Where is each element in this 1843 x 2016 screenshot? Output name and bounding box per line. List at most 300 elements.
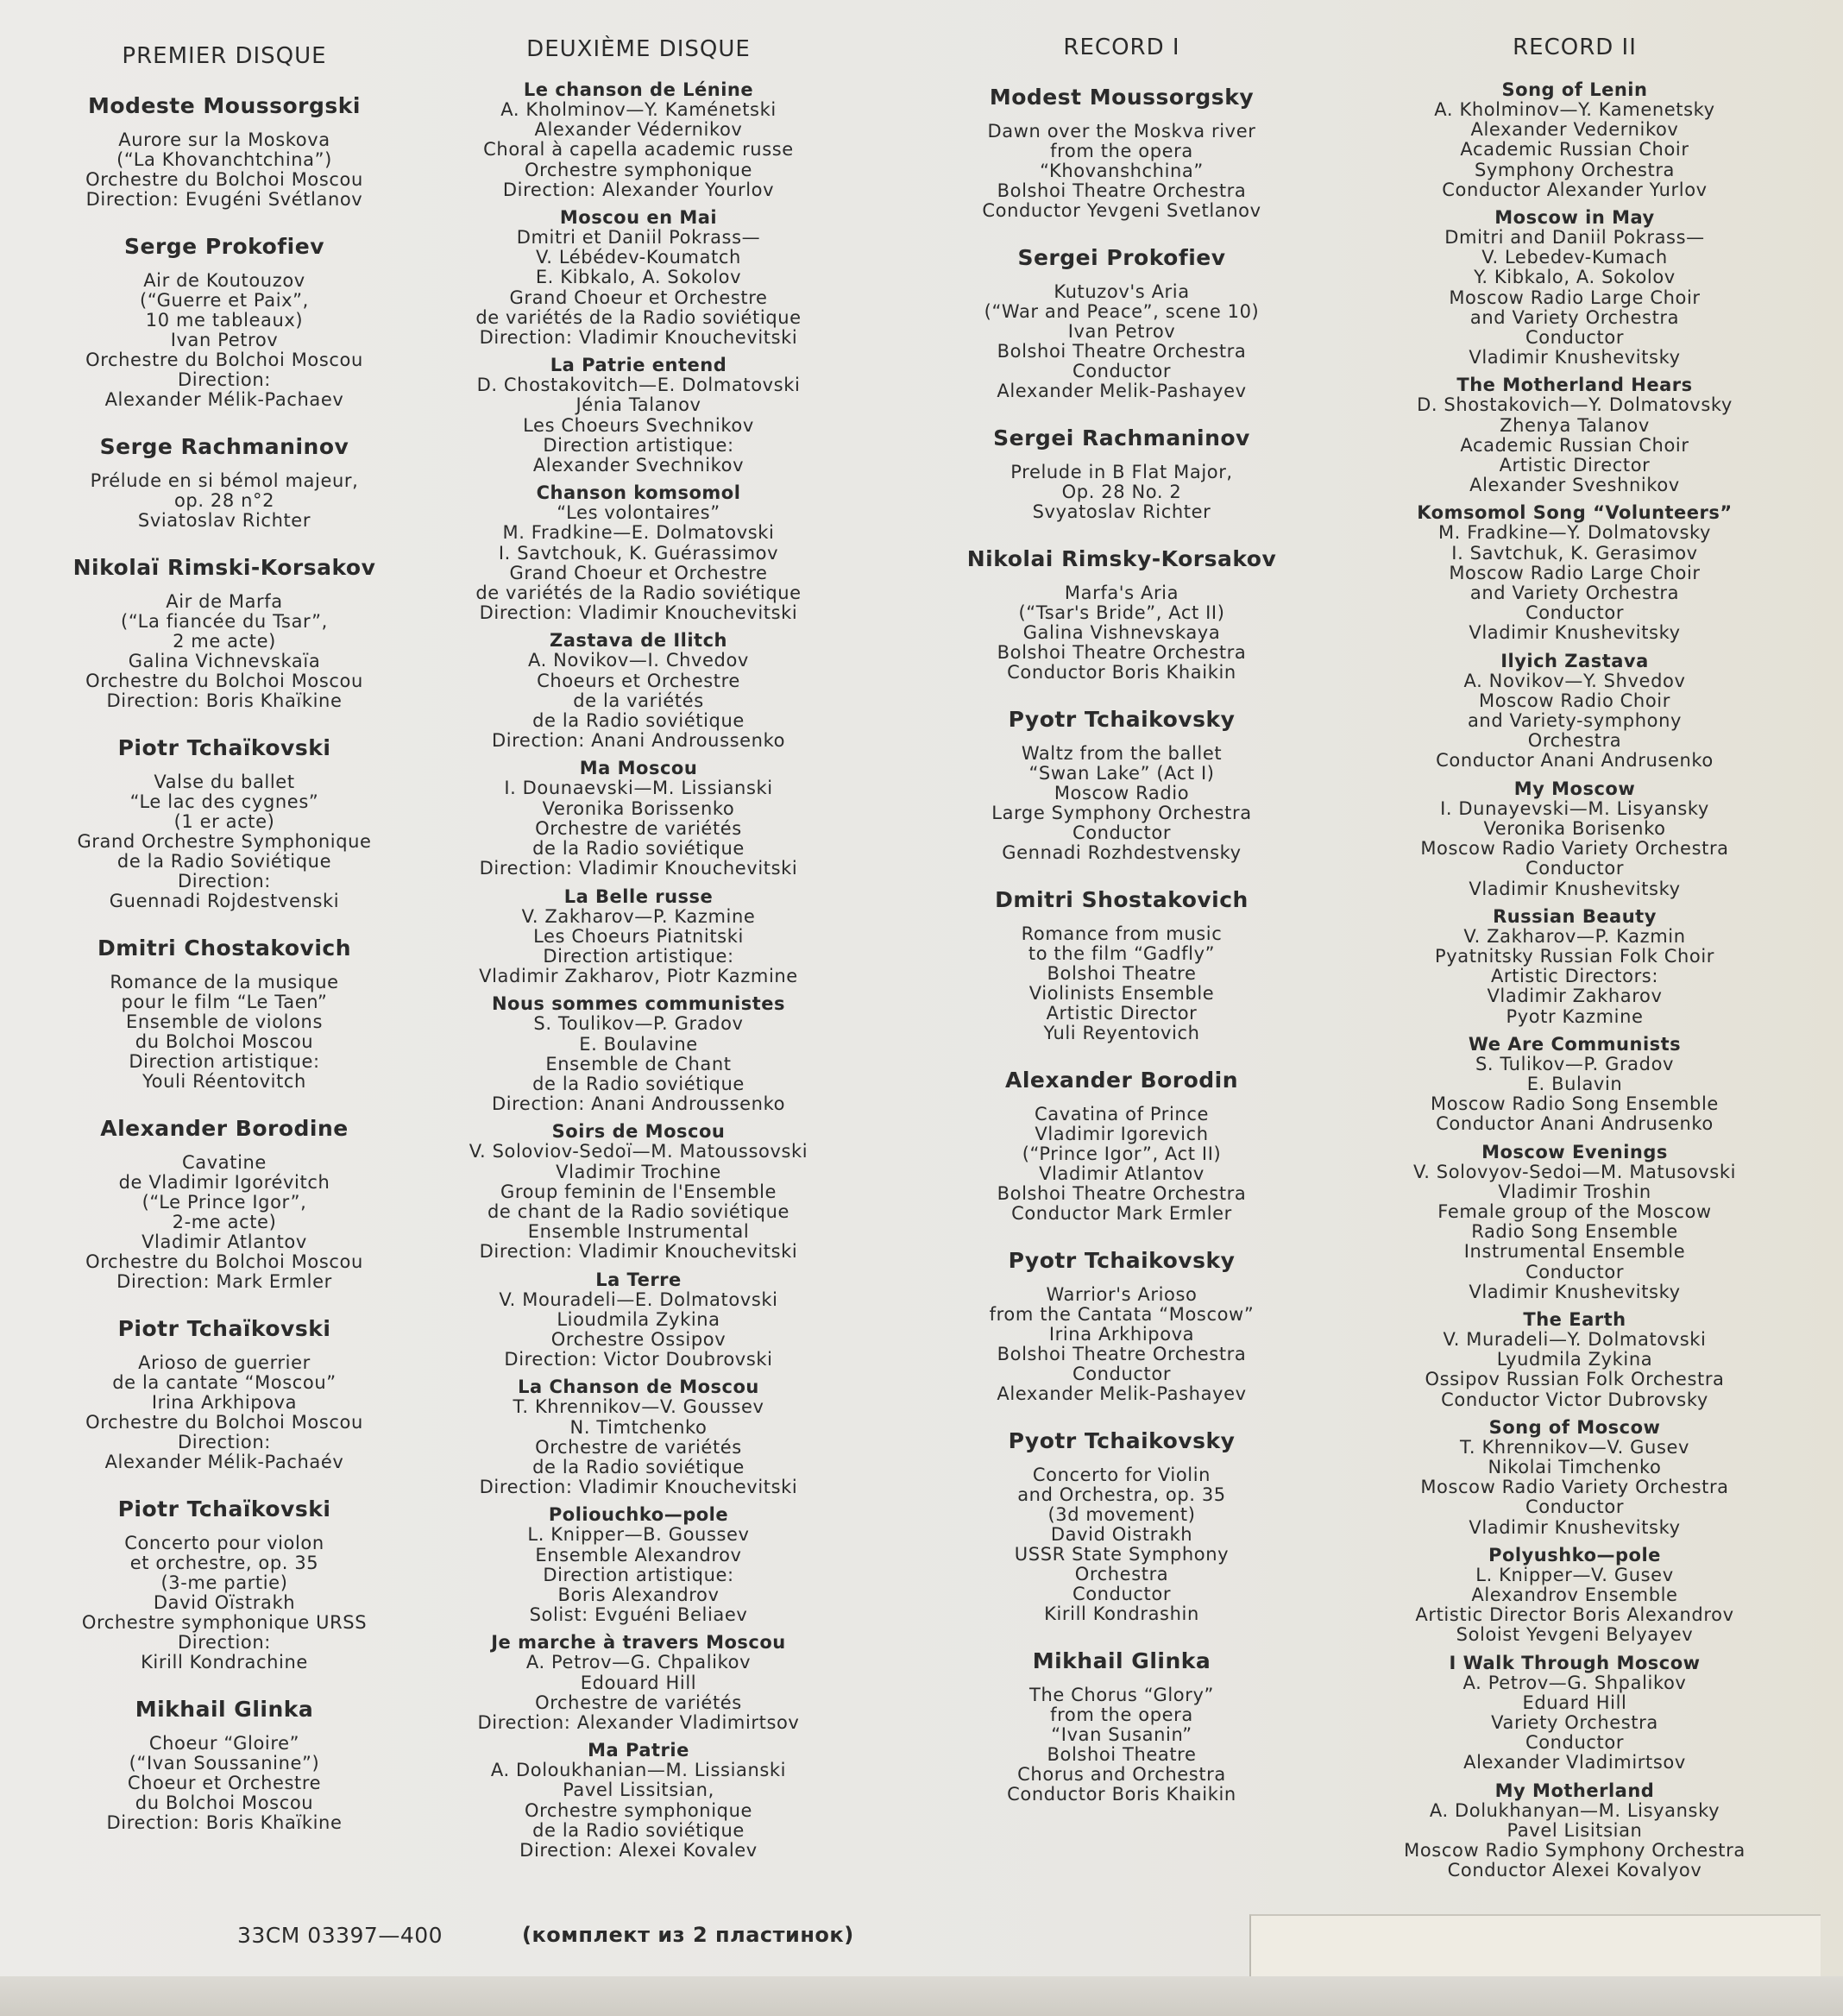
detail-line: Moscow Radio Large Choir: [1449, 287, 1701, 308]
detail-line: Moscow Radio Variety Orchestra: [1420, 1477, 1729, 1498]
detail-line: T. Khrennikov—V. Goussev: [513, 1396, 764, 1418]
work-details: [953, 463, 1290, 522]
track-title: Soirs de Moscou: [551, 1121, 726, 1143]
detail-line: Direction: Victor Doubrovski: [504, 1349, 773, 1370]
detail-line: (“La Khovanchtchina”): [116, 149, 332, 170]
work-details: [47, 1734, 401, 1833]
track-details: [453, 1142, 824, 1262]
detail-line: Direction artistique:: [543, 434, 734, 456]
detail-line: Concerto for Violin: [1032, 1465, 1211, 1485]
track-title: La Patrie entend: [550, 355, 727, 376]
detail-line: V. Mouradeli—E. Dolmatovski: [499, 1288, 778, 1310]
detail-line: Soloist Yevgeni Belyayev: [1456, 1624, 1694, 1646]
detail-line: to the film “Gadfly”: [1028, 943, 1216, 964]
detail-line: Alexander Védernikov: [534, 119, 743, 141]
track-title: Song of Moscow: [1488, 1416, 1661, 1438]
detail-line: de la variétés: [573, 690, 704, 711]
detail-line: Cavatine: [182, 1152, 267, 1173]
detail-line: Conductor Victor Dubrovsky: [1441, 1389, 1708, 1410]
detail-line: Eduard Hill: [1522, 1692, 1627, 1713]
composer-name: Piotr Tchaïkovski: [117, 735, 331, 760]
detail-line: Choral à capella academic russe: [483, 139, 794, 161]
detail-line: A. Kholminov—Y. Kaménetski: [500, 99, 777, 120]
track-title: Moscow in May: [1494, 207, 1655, 229]
detail-line: Galina Vishnevskaya: [1022, 622, 1221, 643]
detail-line: 2-me acte): [172, 1212, 277, 1232]
detail-line: Direction artistique:: [129, 1051, 320, 1072]
detail-line: Edouard Hill: [580, 1672, 697, 1693]
detail-line: Conductor Alexander Yurlov: [1442, 179, 1708, 200]
detail-line: Vladimir Atlantov: [1039, 1163, 1205, 1184]
track-title: Ma Patrie: [588, 1740, 689, 1761]
detail-line: Ivan Petrov: [1067, 321, 1176, 342]
detail-line: (“Prince Igor”, Act II): [1022, 1143, 1222, 1164]
detail-line: Moscow Radio: [1054, 783, 1190, 803]
detail-line: Bolshoi Theatre Orchestra: [997, 1344, 1247, 1364]
detail-line: (“La fiancée du Tsar”,: [121, 611, 328, 632]
track-details: [1350, 228, 1799, 368]
detail-line: Pavel Lisitsian: [1506, 1819, 1643, 1841]
detail-line: Vladimir Knushevitsky: [1469, 1516, 1681, 1538]
detail-line: D. Shostakovich—Y. Dolmatovsky: [1417, 394, 1733, 416]
detail-line: Conductor Anani Andrusenko: [1436, 750, 1714, 772]
detail-line: Irina Arkhipova: [151, 1392, 298, 1413]
detail-line: Conductor: [1525, 1732, 1625, 1754]
detail-line: Kirill Kondrashin: [1044, 1603, 1199, 1624]
detail-line: Chorus and Orchestra: [1017, 1764, 1226, 1785]
detail-line: (“Ivan Soussanine”): [129, 1753, 320, 1773]
track-title: Chanson komsomol: [536, 482, 741, 504]
detail-line: Romance from music: [1021, 923, 1223, 944]
detail-line: Direction: Alexander Yourlov: [502, 179, 775, 200]
track-details: [1350, 1566, 1799, 1646]
work-details: [953, 1285, 1290, 1404]
track-title: La Chanson de Moscou: [518, 1377, 759, 1398]
detail-line: Kirill Kondrachine: [141, 1652, 308, 1673]
detail-line: Artistic Director Boris Alexandrov: [1415, 1604, 1734, 1626]
track-details: [453, 228, 824, 348]
detail-line: Alexander Mélik-Pachaév: [104, 1452, 344, 1472]
detail-line: Direction:: [178, 1432, 271, 1452]
work-details: [953, 1105, 1290, 1224]
detail-line: de variétés de la Radio soviétique: [475, 306, 802, 328]
detail-line: Guennadi Rojdestvenski: [109, 891, 340, 911]
detail-line: Arioso de guerrier: [138, 1352, 311, 1373]
track-details: [1350, 1801, 1799, 1881]
detail-line: du Bolchoi Moscou: [135, 1792, 314, 1813]
track-details: [453, 1014, 824, 1114]
track-title: My Motherland: [1494, 1780, 1655, 1801]
detail-line: Direction artistique:: [543, 945, 734, 967]
composer-name: Alexander Borodine: [100, 1116, 349, 1141]
track-details: [1350, 395, 1799, 495]
composer-name: Nikolai Rimsky-Korsakov: [966, 546, 1277, 571]
detail-line: V. Soloviov-Sedoï—M. Matoussovski: [469, 1141, 808, 1162]
detail-line: USSR State Symphony: [1014, 1544, 1230, 1565]
detail-line: (“Guerre et Paix”,: [140, 290, 309, 311]
detail-line: Direction:: [178, 1632, 271, 1653]
column-record-2: [1350, 35, 1799, 1881]
detail-line: Choeurs et Orchestre: [537, 670, 740, 691]
detail-line: de la Radio soviétique: [532, 1819, 745, 1841]
column-premier-disque: [47, 35, 401, 1833]
detail-line: E. Boulavine: [579, 1033, 698, 1055]
detail-line: de la Radio soviétique: [532, 1073, 745, 1094]
detail-line: Nikolai Timchenko: [1488, 1456, 1662, 1477]
detail-line: Orchestre de variétés: [535, 1436, 742, 1458]
work-details: [953, 122, 1290, 221]
detail-line: Vladimir Knushevitsky: [1469, 347, 1681, 369]
track-details: [453, 100, 824, 200]
detail-line: “Ivan Susanin”: [1051, 1724, 1192, 1745]
catalog-number: 33СМ 03397—400: [237, 1923, 443, 1948]
detail-line: Gennadi Rozhdestvensky: [1002, 842, 1242, 863]
track-title: Song of Lenin: [1501, 79, 1648, 100]
detail-line: and Variety Orchestra: [1469, 583, 1680, 604]
detail-line: I. Savtchouk, K. Guérassimov: [498, 542, 779, 564]
track-details: [453, 778, 824, 879]
detail-line: Svyatoslav Richter: [1032, 501, 1211, 522]
detail-line: Lyudmila Zykina: [1496, 1349, 1653, 1370]
detail-line: Moscow Radio Choir: [1479, 690, 1670, 711]
detail-line: Alexandrov Ensemble: [1471, 1584, 1678, 1605]
track-title: La Terre: [595, 1269, 682, 1290]
detail-line: Valse du ballet: [154, 772, 295, 792]
track-title: La Belle russe: [563, 885, 714, 907]
track-title: Ilyich Zastava: [1500, 650, 1649, 671]
detail-line: Choeur “Gloire”: [148, 1733, 300, 1754]
detail-line: A. Dolukhanyan—M. Lisyansky: [1429, 1799, 1720, 1821]
detail-line: Direction: Boris Khaïkine: [106, 1812, 343, 1833]
track-details: [1350, 1438, 1799, 1538]
detail-line: Air de Marfa: [166, 591, 283, 612]
detail-line: The Chorus “Glory”: [1029, 1685, 1214, 1705]
composer-name: Serge Prokofiev: [124, 234, 324, 259]
track-details: [453, 1397, 824, 1497]
column-deuxieme-disque: [453, 35, 824, 1861]
detail-line: (3d movement): [1047, 1504, 1196, 1525]
detail-line: Direction: Vladimir Knouchevitski: [479, 1241, 798, 1263]
track-title: We Are Communists: [1468, 1033, 1682, 1055]
detail-line: Alexander Melik-Pashayev: [997, 1383, 1247, 1404]
detail-line: Solist: Evguéni Beliaev: [529, 1604, 748, 1626]
detail-line: Moscow Radio Variety Orchestra: [1420, 838, 1729, 860]
detail-line: Concerto pour violon: [124, 1533, 324, 1553]
detail-line: Female group of the Moscow: [1437, 1200, 1712, 1222]
detail-line: I. Dounaevski—M. Lissianski: [504, 778, 773, 799]
detail-line: S. Toulikov—P. Gradov: [533, 1013, 744, 1035]
detail-line: Vladimir Zakharov: [1487, 986, 1663, 1007]
track-details: [1350, 927, 1799, 1027]
composer-name: Alexander Borodin: [1004, 1068, 1239, 1093]
track-title: The Earth: [1523, 1308, 1626, 1330]
detail-line: de la Radio soviétique: [532, 838, 745, 860]
track-details: [1350, 523, 1799, 643]
detail-line: A. Petrov—G. Shpalikov: [1462, 1672, 1687, 1693]
detail-line: Sviatoslav Richter: [137, 510, 311, 531]
detail-line: du Bolchoi Moscou: [135, 1031, 314, 1052]
detail-line: Ensemble de violons: [125, 1011, 324, 1032]
track-title: My Moscow: [1513, 778, 1636, 799]
detail-line: Artistic Director: [1046, 1003, 1198, 1024]
detail-line: Alexander Mélik-Pachaev: [104, 389, 344, 410]
detail-line: Pavel Lissitsian,: [563, 1780, 714, 1801]
track-title: Poliouchko—pole: [548, 1504, 729, 1526]
detail-line: M. Fradkine—Y. Dolmatovsky: [1437, 522, 1712, 544]
composer-name: Modest Moussorgsky: [989, 85, 1255, 110]
detail-line: Conductor Yevgeni Svetlanov: [982, 200, 1261, 221]
detail-line: Artistic Directors:: [1490, 966, 1659, 987]
track-title: Je marche à travers Moscou: [491, 1632, 786, 1654]
detail-line: Orchestre symphonique URSS: [81, 1612, 368, 1633]
track-details: [1350, 799, 1799, 899]
detail-line: Large Symphony Orchestra: [991, 803, 1252, 823]
work-details: [47, 772, 401, 911]
detail-line: Moscow Radio Song Ensemble: [1431, 1093, 1719, 1115]
detail-line: Conductor: [1525, 858, 1625, 879]
detail-line: Orchestre symphonique: [524, 159, 753, 180]
detail-line: Orchestre symphonique: [524, 1799, 753, 1821]
detail-line: Conductor Anani Andrusenko: [1436, 1113, 1714, 1135]
detail-line: A. Petrov—G. Chpalikov: [525, 1652, 752, 1673]
detail-line: and Variety Orchestra: [1469, 306, 1680, 328]
track-details: [453, 375, 824, 476]
detail-line: from the opera: [1050, 141, 1193, 161]
detail-line: Direction: Vladimir Knouchevitski: [479, 858, 798, 879]
detail-line: “Le lac des cygnes”: [129, 791, 319, 812]
detail-line: Direction: Alexander Vladimirtsov: [477, 1712, 800, 1733]
composer-name: Nikolaï Rimski-Korsakov: [72, 555, 376, 580]
track-title: Komsomol Song “Volunteers”: [1417, 502, 1733, 524]
detail-line: Direction: Anani Androussenko: [491, 730, 786, 752]
detail-line: de variétés de la Radio soviétique: [475, 583, 802, 604]
detail-line: Warrior's Arioso: [1046, 1284, 1198, 1305]
detail-line: A. Doloukhanian—M. Lissianski: [490, 1760, 787, 1781]
detail-line: and Orchestra, op. 35: [1017, 1484, 1226, 1505]
track-details: [1350, 1673, 1799, 1773]
detail-line: T. Khrennikov—V. Gusev: [1459, 1436, 1690, 1458]
detail-line: (“Tsar's Bride”, Act II): [1018, 602, 1225, 623]
work-details: [47, 271, 401, 410]
detail-line: Academic Russian Choir: [1460, 434, 1689, 456]
detail-line: Conductor Boris Khaikin: [1007, 662, 1236, 683]
detail-line: Instrumental Ensemble: [1463, 1241, 1686, 1263]
detail-line: Direction:: [178, 871, 271, 891]
detail-line: pour le film “Le Taen”: [121, 992, 328, 1012]
detail-line: Ensemble de Chant: [545, 1053, 732, 1074]
detail-line: Direction: Vladimir Knouchevitski: [479, 1477, 798, 1498]
track-details: [453, 907, 824, 987]
detail-line: Veronika Borisenko: [1483, 817, 1666, 839]
detail-line: Les Choeurs Piatnitski: [533, 925, 744, 947]
detail-line: L. Knipper—V. Gusev: [1475, 1564, 1674, 1585]
detail-line: Vladimir Trochine: [556, 1161, 721, 1182]
detail-line: from the opera: [1050, 1704, 1193, 1725]
detail-line: A. Kholminov—Y. Kamenetsky: [1434, 99, 1715, 120]
detail-line: “Khovanshchina”: [1040, 161, 1204, 181]
detail-line: Bolshoi Theatre: [1047, 963, 1197, 984]
detail-line: Jénia Talanov: [576, 394, 701, 416]
detail-line: Choeur et Orchestre: [127, 1773, 322, 1793]
work-details: [47, 1353, 401, 1472]
detail-line: Ossipov Russian Folk Orchestra: [1425, 1369, 1725, 1390]
column-record-1: [953, 35, 1290, 1805]
detail-line: (1 er acte): [173, 811, 275, 832]
detail-line: Vladimir Troshin: [1498, 1181, 1651, 1202]
track-details: [1350, 1055, 1799, 1135]
work-details: [47, 973, 401, 1092]
detail-line: Vladimir Knushevitsky: [1469, 622, 1681, 644]
detail-line: Pyatnitsky Russian Folk Choir: [1434, 945, 1715, 967]
detail-line: Vladimir Igorevich: [1035, 1124, 1209, 1144]
detail-line: M. Fradkine—E. Dolmatovski: [502, 522, 775, 544]
composer-name: Pyotr Tchaikovsky: [1008, 1428, 1236, 1453]
detail-line: Alexander Sveshnikov: [1469, 475, 1680, 496]
detail-line: Direction: Vladimir Knouchevitski: [479, 327, 798, 349]
detail-line: (“War and Peace”, scene 10): [984, 301, 1260, 322]
detail-line: Dmitri et Daniil Pokrass—: [516, 227, 761, 249]
detail-line: V. Zakharov—P. Kazmine: [521, 905, 756, 927]
detail-line: from the Cantata “Moscow”: [989, 1304, 1255, 1325]
detail-line: Vladimir Atlantov: [142, 1232, 307, 1252]
composer-name: Serge Rachmaninov: [99, 434, 349, 459]
detail-line: V. Muradeli—Y. Dolmatovski: [1443, 1328, 1707, 1350]
detail-line: Lioudmila Zykina: [557, 1308, 720, 1330]
detail-line: Orchestre de variétés: [535, 1692, 742, 1713]
track-details: [1350, 100, 1799, 200]
bottom-shadow: [0, 1976, 1843, 2016]
detail-line: Direction: Boris Khaïkine: [106, 690, 343, 711]
detail-line: (“Le Prince Igor”,: [142, 1192, 307, 1213]
detail-line: Zhenya Talanov: [1500, 414, 1650, 436]
detail-line: Vladimir Knushevitsky: [1469, 878, 1681, 899]
detail-line: V. Lebedev-Kumach: [1481, 247, 1668, 268]
column-header: RECORD I: [1063, 35, 1180, 60]
work-details: [47, 592, 401, 711]
composer-name: Sergei Rachmaninov: [993, 425, 1250, 450]
detail-line: David Oïstrakh: [153, 1592, 296, 1613]
detail-line: Boris Alexandrov: [557, 1584, 720, 1605]
detail-line: Conductor: [1072, 361, 1172, 381]
detail-line: Galina Vichnevskaïa: [128, 651, 321, 671]
detail-line: de chant de la Radio soviétique: [487, 1200, 790, 1222]
detail-line: op. 28 n°2: [173, 490, 275, 511]
detail-line: Romance de la musique: [110, 972, 339, 992]
composer-name: Piotr Tchaïkovski: [117, 1496, 331, 1521]
detail-line: Orchestre du Bolchoi Moscou: [85, 350, 363, 370]
detail-line: I. Savtchuk, K. Gerasimov: [1451, 542, 1698, 564]
detail-line: E. Kibkalo, A. Sokolov: [535, 267, 742, 288]
work-details: [953, 282, 1290, 401]
detail-line: “Les volontaires”: [557, 502, 720, 524]
detail-line: Conductor Mark Ermler: [1011, 1203, 1232, 1224]
detail-line: E. Bulavin: [1526, 1073, 1623, 1094]
composer-name: Sergei Prokofiev: [1017, 245, 1226, 270]
detail-line: de la Radio Soviétique: [116, 851, 332, 872]
detail-line: Direction: Alexei Kovalev: [519, 1840, 758, 1862]
track-title: Zastava de Ilitch: [549, 630, 727, 652]
detail-line: Symphony Orchestra: [1474, 159, 1676, 180]
detail-line: Conductor: [1072, 1364, 1172, 1384]
composer-name: Piotr Tchaïkovski: [117, 1316, 331, 1341]
detail-line: Orchestre de variétés: [535, 817, 742, 839]
detail-line: Prélude en si bémol majeur,: [90, 470, 359, 491]
detail-line: Artistic Director: [1499, 455, 1651, 476]
detail-line: Ivan Petrov: [170, 330, 279, 350]
composer-name: Modeste Moussorgski: [88, 93, 361, 118]
detail-line: de Vladimir Igorévitch: [118, 1172, 330, 1193]
track-title: I Walk Through Moscow: [1449, 1652, 1701, 1673]
detail-line: 2 me acte): [173, 631, 276, 652]
work-details: [47, 1153, 401, 1292]
detail-line: Alexander Melik-Pashayev: [997, 381, 1247, 401]
detail-line: L. Knipper—B. Goussev: [527, 1524, 750, 1546]
detail-line: and Variety-symphony: [1467, 710, 1683, 732]
track-details: [1350, 1162, 1799, 1302]
track-title: Polyushko—pole: [1488, 1544, 1661, 1566]
detail-line: Op. 28 No. 2: [1061, 482, 1182, 502]
work-details: [953, 924, 1290, 1043]
detail-line: de la Radio soviétique: [532, 710, 745, 732]
detail-line: Vladimir Zakharov, Piotr Kazmine: [479, 966, 798, 987]
detail-line: Conductor: [1525, 1261, 1625, 1282]
column-header: RECORD II: [1513, 35, 1637, 60]
detail-line: Radio Song Ensemble: [1471, 1221, 1678, 1243]
work-details: [953, 1465, 1290, 1624]
track-details: [1350, 1330, 1799, 1410]
track-title: Le chanson de Lénine: [523, 79, 754, 100]
detail-line: Moscow Radio Symphony Orchestra: [1404, 1840, 1746, 1862]
detail-line: A. Novikov—I. Chvedov: [528, 650, 749, 671]
work-details: [953, 583, 1290, 683]
detail-line: Orchestre du Bolchoi Moscou: [85, 169, 363, 190]
detail-line: Violinists Ensemble: [1028, 983, 1215, 1004]
composer-name: Dmitri Shostakovich: [995, 887, 1249, 912]
detail-line: Youli Réentovitch: [142, 1071, 306, 1092]
detail-line: Direction:: [178, 369, 271, 390]
detail-line: Y. Kibkalo, A. Sokolov: [1474, 267, 1676, 288]
detail-line: Orchestra: [1527, 730, 1622, 752]
composer-name: Mikhail Glinka: [135, 1697, 314, 1722]
detail-line: Prelude in B Flat Major,: [1010, 462, 1233, 482]
detail-line: Conductor: [1525, 602, 1625, 624]
detail-line: Conductor: [1525, 1496, 1625, 1518]
work-details: [953, 1685, 1290, 1805]
detail-line: Marfa's Aria: [1064, 583, 1179, 603]
detail-line: Variety Orchestra: [1491, 1712, 1658, 1733]
detail-line: Aurore sur la Moskova: [118, 129, 330, 150]
detail-line: I. Dunayevski—M. Lisyansky: [1440, 797, 1709, 819]
detail-line: 10 me tableaux): [145, 310, 304, 331]
detail-line: Les Choeurs Svechnikov: [523, 414, 754, 436]
detail-line: Grand Choeur et Orchestre: [509, 562, 768, 583]
detail-line: Yuli Reyentovich: [1043, 1023, 1200, 1043]
column-header: DEUXIÈME DISQUE: [526, 36, 751, 62]
track-details: [453, 1653, 824, 1733]
detail-line: Alexander Vladimirtsov: [1463, 1752, 1686, 1773]
track-title: The Motherland Hears: [1456, 375, 1693, 396]
composer-name: Pyotr Tchaikovsky: [1008, 707, 1236, 732]
work-details: [47, 1534, 401, 1673]
detail-line: Alexander Svechnikov: [532, 455, 745, 476]
detail-line: Direction: Vladimir Knouchevitski: [479, 602, 798, 624]
detail-line: Veronika Borissenko: [542, 797, 735, 819]
detail-line: Bolshoi Theatre: [1047, 1744, 1197, 1765]
detail-line: et orchestre, op. 35: [129, 1553, 319, 1573]
detail-line: Orchestre du Bolchoi Moscou: [85, 671, 363, 691]
track-title: Moscou en Mai: [559, 207, 718, 229]
detail-line: (3-me partie): [160, 1572, 288, 1593]
